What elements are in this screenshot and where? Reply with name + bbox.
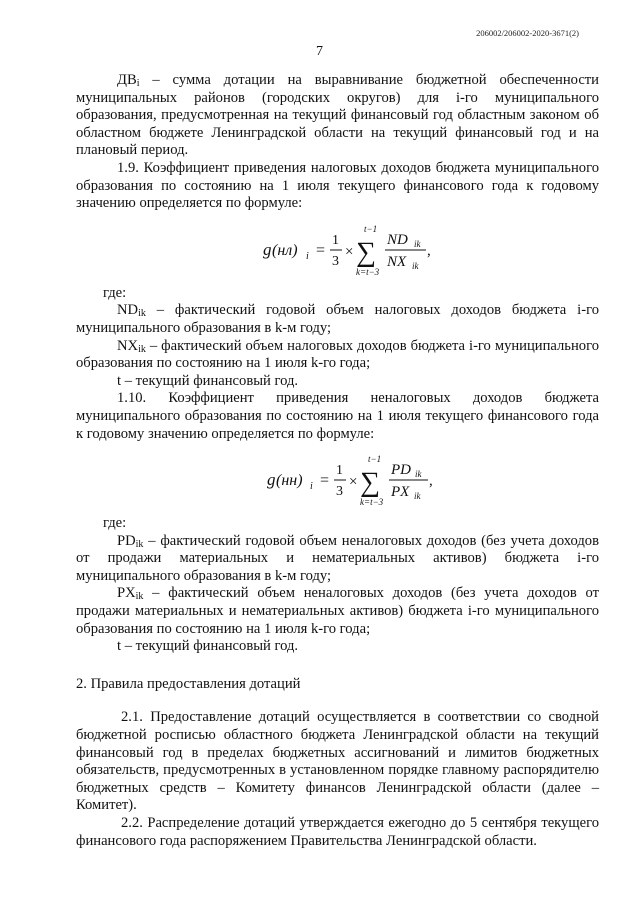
term-dv-subscript: i [136,78,140,89]
formula1-equals: = [316,241,326,259]
term-px: PX [117,585,136,602]
page-content [76,72,599,850]
formula2-sum-top: t−1 [368,454,382,465]
term-px-subscript: ik [135,591,144,603]
formula1-coef-num: 1 [332,232,339,248]
formula1-num-sub: ik [414,238,421,249]
formula2-times: × [349,474,358,491]
formula2-den: PX [391,484,410,501]
px-definition-text: – фактический объем неналоговых доходов (без учета доходов от продажи материальных и нематериальных активов) бюджета i-го муниципального образования по состоянию на 1 июля k-го года; [76,585,599,637]
formula1-sigma: ∑ [356,236,376,268]
term-pd: PD [117,532,136,549]
paragraph-nd-definition [76,302,599,337]
formula-tax-svg [76,219,599,281]
formula1-lhs-sub: i [306,250,309,262]
term-nd-subscript: ik [138,308,146,320]
pd-definition-text: – фактический годовой объем неналоговых доходов (без учета доходов от продажи материальных и нематериальных активов) бюджета i-го муниципального образования в k-м году; [76,532,599,584]
formula2-arg: (нн) [276,472,303,490]
where-label-2: где: [103,515,127,532]
paragraph-dv-definition [76,72,599,160]
formula2-sum-bottom: k=t−3 [360,497,384,508]
paragraph-nx-definition [76,338,599,373]
formula2-equals: = [320,472,330,490]
formula-nontax-svg [76,449,599,511]
paragraph-1-10: 1.10. Коэффициент приведения неналоговых доходов бюджета муниципального образования по состоянию на 1 июля текущего финансового года к годовому значению определяется по формуле: [76,390,599,442]
term-nx: NX [117,337,139,354]
document-id: 206002/206002-2020-3671(2) [476,28,579,38]
paragraph-pd-definition [76,533,599,586]
formula2-den-sub: ik [414,491,421,502]
paragraph-t-definition-1: t – текущий финансовый год. [117,372,299,389]
nd-definition-text: – фактический годовой объем налоговых доходов бюджета i-го муниципального образования в k-м году; [76,302,599,336]
paragraph-1-9: 1.9. Коэффициент приведения налоговых доходов бюджета муниципального образования по состоянию на 1 июля текущего финансового года к годовому значению определяется по формуле: [76,159,599,212]
formula1-g: g [263,239,272,259]
formula2-coef-den: 3 [336,484,343,500]
term-pd-subscript: ik [135,538,144,550]
formula1-arg: (нл) [272,241,298,259]
section-heading: 2. Правила предоставления дотаций [76,675,301,692]
term-nd: ND [117,302,139,319]
formula1-sum-top: t−1 [364,223,378,234]
formula1-den: NX [387,253,407,270]
paragraph-t-definition-2: t – текущий финансовый год. [117,638,299,655]
page-number: 7 [316,44,323,59]
term-nx-subscript: ik [138,343,146,355]
formula1-comma: , [427,242,431,259]
formula1-den-sub: ik [412,260,419,271]
term-dv: ДВ [117,72,137,88]
formula1-coef-den: 3 [332,253,339,269]
dv-definition-text: – сумма дотации на выравнивание бюджетной обеспеченности муниципальных районов (городских округов) для i-го муниципального образования, предусмотренная на текущий финансовый год областным законом об областном бюджете Ленинградской области на текущий финансовый год и на плановый период. [76,72,599,159]
where-label-1: где: [103,284,127,301]
formula1-times: × [345,243,354,260]
paragraph-2-1: 2.1. Предоставление дотаций осуществляется в соответствии со сводной бюджетной росписью областного бюджета Ленинградской области на текущий финансовый год в пределах бюджетных ассигнований и лимитов бюджетных обязательств, предусмотренных в установленном порядке главному распорядителю бюджетных средств – Комитету финансов Ленинградской области (далее – Комитет). [76,709,599,814]
formula2-sigma: ∑ [360,467,380,499]
formula2-num: PD [391,462,411,479]
formula2-g: g [267,470,276,490]
nx-definition-text: – фактический объем налоговых доходов бюджета i-го муниципального образования по состоянию на 1 июля k-го года; [76,337,599,372]
paragraph-2-2: 2.2. Распределение дотаций утверждается ежегодно до 5 сентября текущего финансового года распоряжением Правительства Ленинградской области. [76,815,599,849]
formula2-coef-num: 1 [336,463,343,479]
formula2-num-sub: ik [415,469,422,480]
formula-nontax-coefficient [76,449,599,511]
paragraph-px-definition [76,585,599,638]
formula2-lhs-sub: i [310,481,313,493]
formula-tax-coefficient [76,219,599,281]
formula1-num: ND [387,231,408,248]
formula1-sum-bottom: k=t−3 [356,266,380,277]
formula2-comma: , [429,473,433,490]
